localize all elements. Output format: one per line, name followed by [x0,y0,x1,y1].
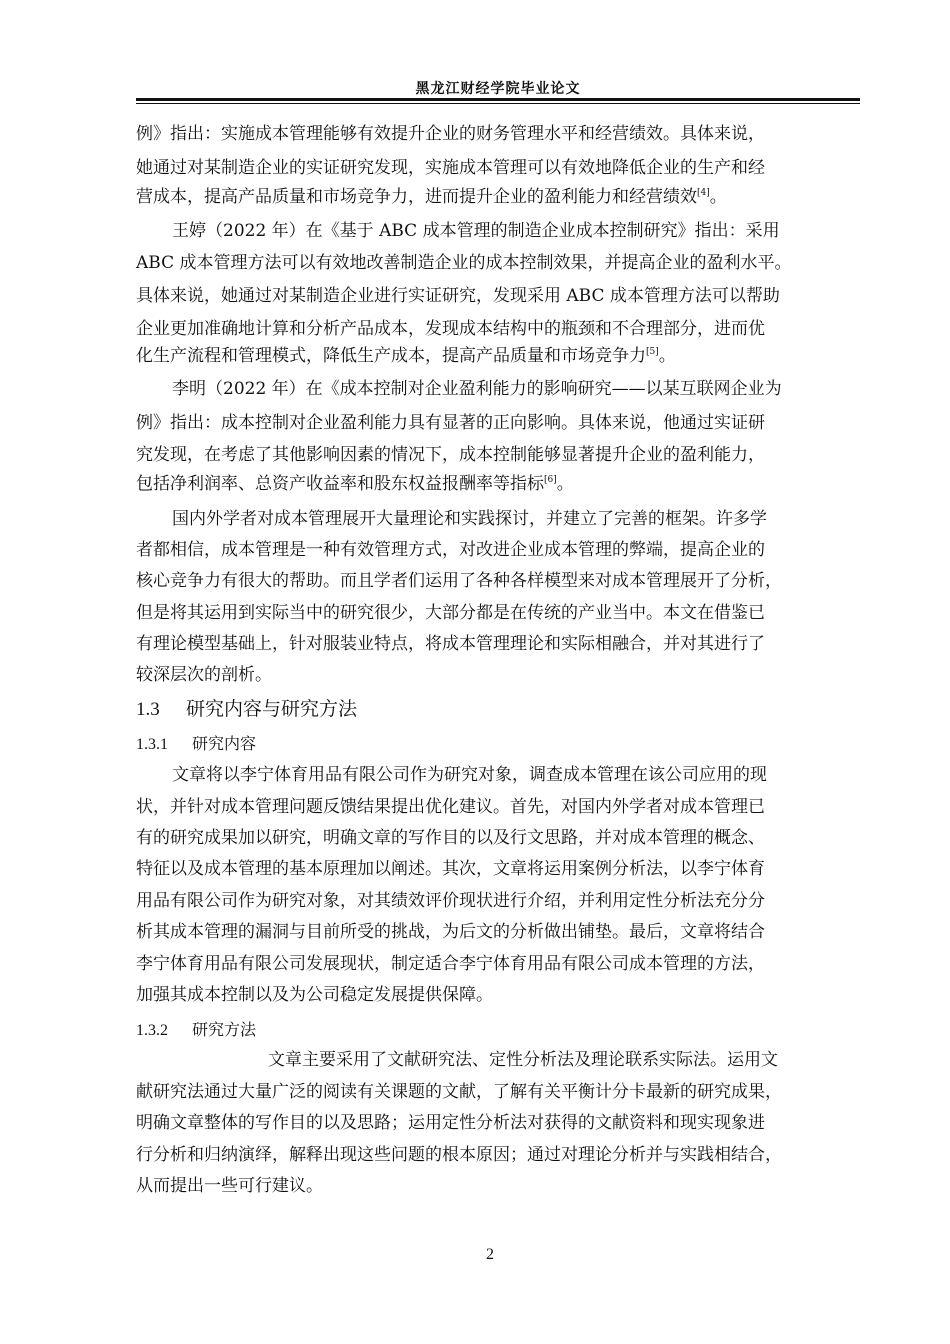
text-line: 她通过对某制造企业的实证研究发现，实施成本管理可以有效地降低企业的生产和经 [136,158,765,178]
text-line: 特征以及成本管理的基本原理加以阐述。其次，文章将运用案例分析法，以李宁体育 [136,859,765,879]
text-line: 用品有限公司作为研究对象，对其绩效评价现状进行介绍，并利用定性分析法充分分 [136,891,765,911]
subsection-heading: 1.3.2 研究方法 [136,1020,257,1039]
text-line: 例》指出：成本控制对企业盈利能力具有显著的正向影响。具体来说，他通过实证研 [136,413,765,433]
text-line: 有的研究成果加以研究，明确文章的写作目的以及行文思路，并对成本管理的概念、 [136,828,765,848]
text-line: 者都相信，成本管理是一种有效管理方式，对改进企业成本管理的弊端，提高企业的 [136,540,765,560]
text-line: ABC 成本管理方法可以有效地改善制造企业的成本控制效果，并提高企业的盈利水平。 [136,253,792,273]
text-line: 企业更加准确地计算和分析产品成本，发现成本结构中的瓶颈和不合理部分，进而优 [136,319,765,339]
text-line: 营成本，提高产品质量和市场竞争力，进而提升企业的盈利能力和经营绩效[4]。 [136,187,727,207]
section-heading: 1.3 研究内容与研究方法 [136,698,358,720]
text-line: 从而提出一些可行建议。 [136,1176,323,1196]
citation-ref: [4] [697,188,710,198]
text-line: 包括净利润率、总资产收益率和股东权益报酬率等指标[6]。 [136,474,574,494]
text-line: 化生产流程和管理模式，降低生产成本，提高产品质量和市场竞争力[5]。 [136,346,676,366]
text-line: 有理论模型基础上，针对服装业特点，将成本管理理论和实际相融合，并对其进行了 [136,634,765,654]
text-line: 文章主要采用了文献研究法、定性分析法及理论联系实际法。运用文 [268,1050,778,1070]
text-line: 具体来说，她通过对某制造企业进行实证研究，发现采用 ABC 成本管理方法可以帮助 [136,286,780,306]
header-rule-thick [136,98,860,101]
text-line: 状，并针对成本管理问题反馈结果提出优化建议。首先，对国内外学者对成本管理已 [136,797,765,817]
text-line: 较深层次的剖析。 [136,665,272,685]
running-header: 黑龙江财经学院毕业论文 [415,81,581,97]
subsection-heading: 1.3.1 研究内容 [136,734,257,753]
text-line: 但是将其运用到实际当中的研究很少，大部分都是在传统的产业当中。本文在借鉴已 [136,603,765,623]
text-line: 李明（2022 年）在《成本控制对企业盈利能力的影响研究——以某互联网企业为 [172,379,782,399]
text-line: 析其成本管理的漏洞与目前所受的挑战，为后文的分析做出铺垫。最后，文章将结合 [136,922,765,942]
page-number: 2 [486,1246,494,1263]
text-line: 李宁体育用品有限公司发展现状，制定适合李宁体育用品有限公司成本管理的方法， [136,954,765,974]
text-line: 核心竞争力有很大的帮助。而且学者们运用了各种各样模型来对成本管理展开了分析， [136,571,782,591]
text-line: 究发现，在考虑了其他影响因素的情况下，成本控制能够显著提升企业的盈利能力， [136,445,765,465]
citation-ref: [5] [646,347,659,357]
text-line: 献研究法通过大量广泛的阅读有关课题的文献，了解有关平衡计分卡最新的研究成果， [136,1082,782,1102]
text-line: 文章将以李宁体育用品有限公司作为研究对象，调查成本管理在该公司应用的现 [172,765,767,785]
text-line: 行分析和归纳演绎，解释出现这些问题的根本原因；通过对理论分析并与实践相结合， [136,1145,782,1165]
text-line: 国内外学者对成本管理展开大量理论和实践探讨，并建立了完善的框架。许多学 [172,509,767,529]
citation-ref: [6] [544,475,557,485]
text-line: 明确文章整体的写作目的以及思路；运用定性分析法对获得的文献资料和现实现象进 [136,1113,765,1133]
header-rule-thin [136,103,860,104]
text-line: 加强其成本控制以及为公司稳定发展提供保障。 [136,985,493,1005]
text-line: 例》指出：实施成本管理能够有效提升企业的财务管理水平和经营绩效。具体来说， [136,124,765,144]
text-line: 王婷（2022 年）在《基于 ABC 成本管理的制造企业成本控制研究》指出：采用 [172,221,780,241]
